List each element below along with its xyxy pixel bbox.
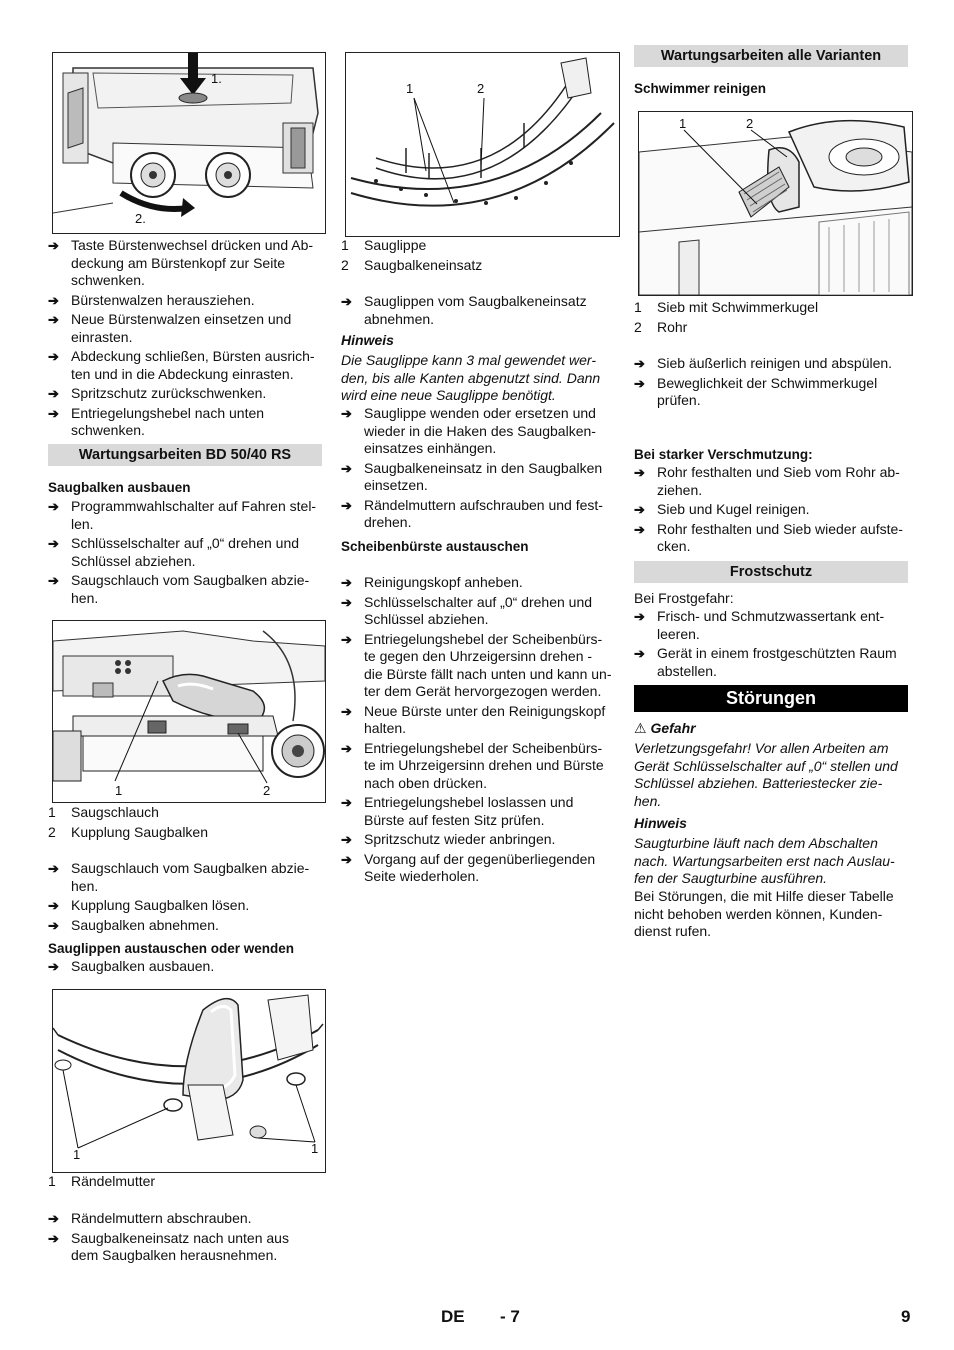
step-item: ➔ Sieb äußerlich reinigen und abspülen. [634,355,892,373]
legend-text: Sieb mit Schwimmerkugel [657,299,819,315]
figure-label-1: 1 [406,81,414,96]
figure-squeegee-blade [345,52,620,237]
legend-number: 1 [634,299,642,315]
footer-language: DE [441,1307,465,1326]
gefahr-heading [634,720,696,738]
figure-label-1: 1 [73,1147,81,1162]
step-item: ➔ Spritzschutz zurückschwenken. [48,385,266,403]
step-item: ➔ Rohr festhalten und Sieb vom Rohr ab- ziehen. [634,464,900,499]
footer-page-sub: - 7 [500,1307,520,1326]
step-item: ➔ Programmwahlschalter auf Fahren stel- len. [48,498,316,533]
step-item: ➔ Entriegelungshebel loslassen und Bürste auf festen Sitz prüfen. [341,794,573,829]
legend-item [341,256,482,275]
legend-item [48,823,208,842]
figure-suction-hose [52,620,326,803]
figure-label-1: 1 [115,783,123,798]
step-item: ➔ Saugbalken abnehmen. [48,917,219,935]
legend-item [48,803,159,822]
legend-number: 1 [48,804,56,820]
figure-knurled-nut [52,989,326,1173]
section-heading-bd-50-40: Wartungsarbeiten BD 50/40 RS [48,444,322,466]
step-item: ➔ Entriegelungshebel nach unten schwenken. [48,405,264,440]
step-item: ➔ Rändelmuttern aufschrauben und fest- drehen. [341,497,603,532]
step-item: ➔ Entriegelungshebel der Scheibenbürs- te gegen den Uhrzeigersinn drehen - die Bürste fällt nach unten und kann un- ter dem Gerät hervorgezogen werden. [341,631,612,701]
step-item: ➔ Sauglippen vom Saugbalkeneinsatz abnehmen. [341,293,587,328]
frost-intro: Bei Frostgefahr: [634,590,734,606]
legend-number: 1 [341,237,349,253]
step-item: ➔ Gerät in einem frostgeschützten Raum abstellen. [634,645,897,680]
step-item: ➔ Reinigungskopf anheben. [341,574,523,592]
step-item: ➔ Frisch- und Schmutzwassertank ent- leeren. [634,608,884,643]
major-heading-stoerungen: Störungen [634,685,908,712]
hinweis-label: Hinweis [341,332,394,348]
step-item: ➔ Vorgang auf der gegenüberliegenden Seite wiederholen. [341,851,595,886]
legend-item [634,298,818,317]
legend-text: Saugschlauch [71,804,159,820]
figure-label-2: 2. [135,211,146,226]
step-item: ➔ Saugbalkeneinsatz in den Saugbalken einsetzen. [341,460,602,495]
figure-label-1: 1. [211,71,222,86]
subheading-schwimmer: Schwimmer reinigen [634,81,767,96]
stoerungen-text: Bei Störungen, die mit Hilfe dieser Tabelle nicht behoben werden können, Kunden- dienst rufen. [634,888,894,939]
hinweis-text: Saugturbine läuft nach dem Abschalten nach. Wartungsarbeiten erst nach Auslau- fen der Saugturbine ausführen. [634,835,895,886]
legend-number: 1 [48,1173,56,1189]
step-item: ➔ Neue Bürstenwalzen einsetzen und einrasten. [48,311,291,346]
step-item: ➔ Abdeckung schließen, Bürsten ausrich- ten und in die Abdeckung einrasten. [48,348,315,383]
legend-text: Kupplung Saugbalken [71,823,209,840]
legend-text: Saugbalkeneinsatz [364,256,483,273]
legend-number: 2 [341,256,349,273]
step-item: ➔ Kupplung Saugbalken lösen. [48,897,249,915]
step-item: ➔ Taste Bürstenwechsel drücken und Ab- deckung am Bürstenkopf zur Seite schwenken. [48,237,313,290]
figure-float-strainer [638,111,913,296]
gefahr-label: Gefahr [650,720,696,736]
step-item: ➔ Rändelmuttern abschrauben. [48,1210,252,1228]
hinweis-label: Hinweis [634,815,687,831]
figure-label-1b: 1 [311,1141,319,1156]
step-item: ➔ Neue Bürste unter den Reinigungskopf halten. [341,703,605,738]
legend-item [634,318,687,337]
legend-text: Rohr [657,318,688,335]
figure-brush-change [52,52,326,234]
legend-text: Rändelmutter [71,1173,156,1189]
legend-text: Sauglippe [364,237,427,253]
figure-label-2: 2 [477,81,485,96]
step-item: ➔ Spritzschutz wieder anbringen. [341,831,555,849]
step-item: ➔ Sauglippe wenden oder ersetzen und wieder in die Haken des Saugbalken- einsatzes einhängen. [341,405,596,458]
legend-number: 2 [48,823,56,840]
warning-icon: ⚠ [634,720,647,736]
step-item: ➔ Rohr festhalten und Sieb wieder aufste- cken. [634,521,903,556]
subheading-scheibenbuerste: Scheibenbürste austauschen [341,539,529,554]
step-item: ➔ Saugschlauch vom Saugbalken abzie- hen. [48,860,309,895]
legend-number: 2 [634,318,642,335]
figure-label-2: 2 [263,783,271,798]
figure-label-1: 1 [679,116,687,131]
step-item: ➔ Sieb und Kugel reinigen. [634,501,810,519]
footer-page-number: 9 [901,1307,911,1326]
legend-item [48,1172,155,1191]
step-item: ➔ Schlüsselschalter auf „0“ drehen und Schlüssel abziehen. [48,535,299,570]
step-item: ➔ Saugschlauch vom Saugbalken abzie- hen. [48,572,309,607]
step-item: ➔ Schlüsselschalter auf „0“ drehen und Schlüssel abziehen. [341,594,592,629]
gefahr-text: Verletzungsgefahr! Vor allen Arbeiten am Gerät Schlüsselschalter auf „0“ stellen und Schlüssel abziehen. Batteriestecker zie- hen. [634,740,898,809]
subheading-starke-verschmutzung: Bei starker Verschmutzung: [634,447,813,462]
hinweis-text: Die Sauglippe kann 3 mal gewendet wer- den, bis alle Kanten abgenutzt sind. Dann wird eine neue Sauglippe benötigt. [341,352,601,403]
figure-label-2: 2 [746,116,754,131]
step-item: ➔ Beweglichkeit der Schwimmerkugel prüfen. [634,375,877,410]
subheading-saugbalken-ausbauen: Saugbalken ausbauen [48,480,191,495]
legend-item [341,236,426,255]
step-item: ➔ Saugbalken ausbauen. [48,958,214,976]
step-item: ➔ Entriegelungshebel der Scheibenbürs- te im Uhrzeigersinn drehen und Bürste nach oben drücken. [341,740,604,793]
section-heading-alle-varianten: Wartungsarbeiten alle Varianten [634,45,908,67]
section-heading-frostschutz: Frostschutz [634,561,908,583]
step-item: ➔ Bürstenwalzen herausziehen. [48,292,255,310]
subheading-sauglippen: Sauglippen austauschen oder wenden [48,941,295,956]
step-item: ➔ Saugbalkeneinsatz nach unten aus dem Saugbalken herausnehmen. [48,1230,289,1265]
